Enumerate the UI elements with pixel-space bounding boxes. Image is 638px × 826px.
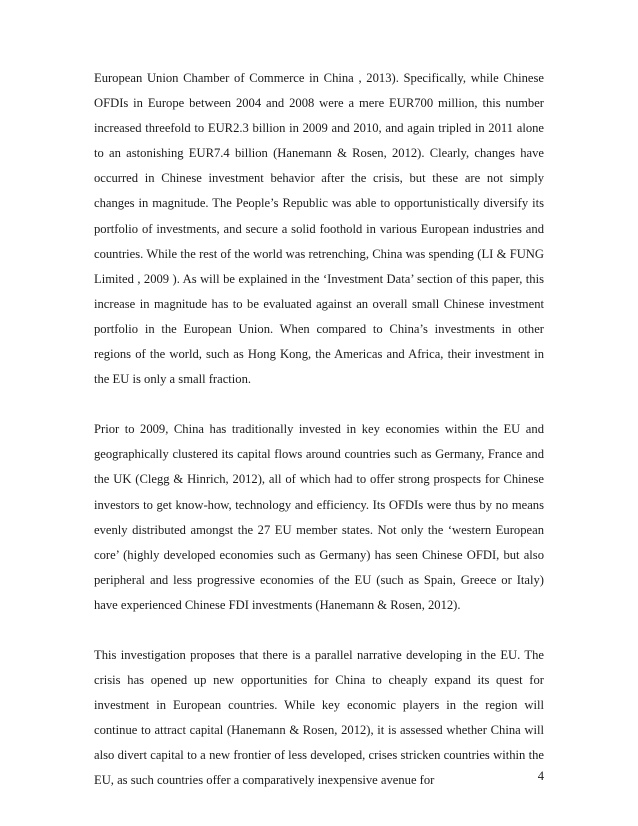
paragraph-2: Prior to 2009, China has traditionally invested in key economies within the EU and geographically clustered its capital flows around countries such as Germany, France and the UK (Clegg & Hinrich, 2012), all of which had to offer strong prospects for Chinese investors to get know-how, technology and efficiency. Its OFDIs were thus by no means evenly distributed amongst the 27 EU member states. Not only the ‘western European core’ (highly developed economies such as Germany) has seen Chinese OFDI, but also peripheral and less progressive economies of the EU (such as Spain, Greece or Italy) have experienced Chinese FDI investments (Hanemann & Rosen, 2012).: [94, 422, 544, 612]
body-text: [94, 66, 544, 794]
page-number: 4: [537, 769, 544, 783]
paragraph-3: This investigation proposes that there is a parallel narrative developing in the EU. The crisis has opened up new opportunities for China to cheaply expand its quest for investment in European countries. While key economic players in the region will continue to attract capital (Hanemann & Rosen, 2012), it is assessed whether China will also divert capital to a new frontier of less developed, crises stricken countries within the EU, as such countries offer a comparatively inexpensive avenue for: [94, 647, 544, 788]
paragraph-1: European Union Chamber of Commerce in China , 2013). Specifically, while Chinese OFDIs in Europe between 2004 and 2008 were a mere EUR700 million, this number increased threefold to EUR2.3 billion in 2009 and 2010, and again tripled in 2011 alone to an astonishing EUR7.4 billion (Hanemann & Rosen, 2012). Clearly, changes have occurred in Chinese investment behavior after the crisis, but these are not simply changes in magnitude. The People’s Republic was able to opportunistically diversify its portfolio of investments, and secure a solid foothold in various European industries and countries. While the rest of the world was retrenching, China was spending (LI & FUNG Limited , 2009 ). As will be explained in the ‘Investment Data’ section of this paper, this increase in magnitude has to be evaluated against an overall small Chinese investment portfolio in the European Union. When compared to China’s investments in other regions of the world, such as Hong Kong, the Americas and Africa, their investment in the EU is only a small fraction.: [94, 71, 544, 387]
